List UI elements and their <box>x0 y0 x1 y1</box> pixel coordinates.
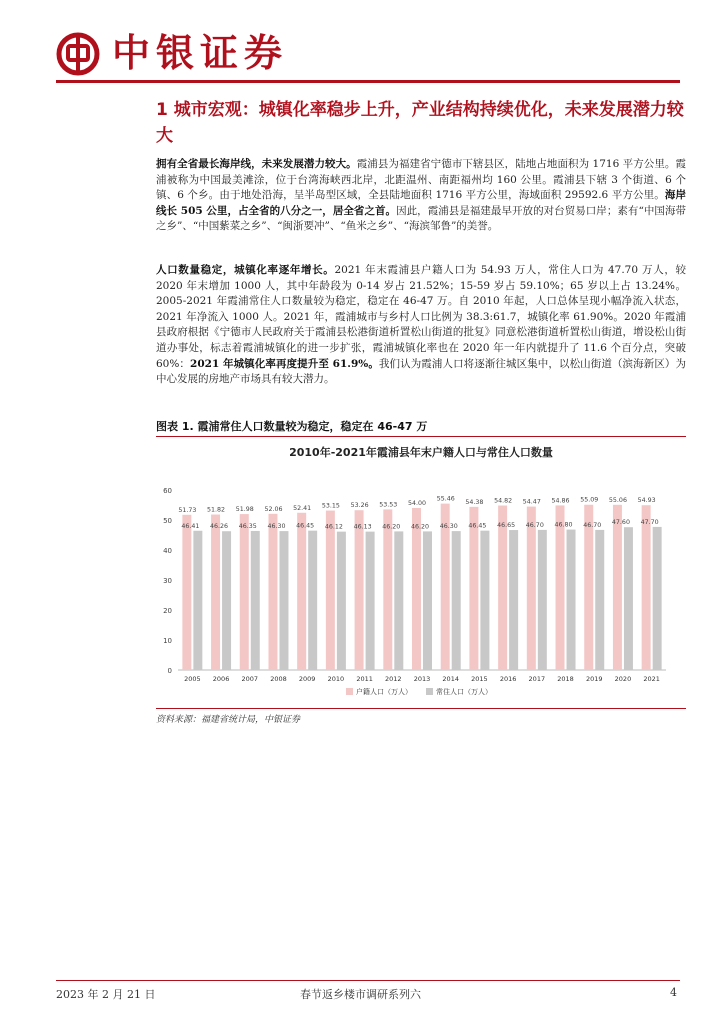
data-label-household: 54.38 <box>465 498 484 506</box>
data-label-household: 52.41 <box>293 504 312 512</box>
bold-text-segment: 拥有全省最长海岸线，未来发展潜力较大。 <box>156 158 357 170</box>
data-label-household: 51.82 <box>207 506 226 514</box>
data-label-resident: 46.41 <box>181 522 200 530</box>
text-segment: 2021 年末霞浦县户籍人口为 54.93 万人，常住人口为 47.70 万人，较 2020 年末增加 1000 人，其中年龄段为 0-14 岁占 21.52%；15-59 岁占 59.10%；65 岁以上占 13.24%。2005-2021 年霞浦常住人口数量较为稳定，稳定在 46-47 万。自 2010 年起，人口总体呈现小幅净流入状态，2021 年净流入 1000 人。2021 年，霞浦城市与乡村人口比例为 38.3:61.7，城镇化率 61.90%。2020 年霞浦县政府根据《宁德市人民政府关于霞浦县松港街道析置松山街道的批复》同意松港街道析置松山街道，增设松山街道办事处，标志着霞浦城镇化的进一步扩张，霞浦城镇化率也在 2020 年一年内就提升了 11.6 个百分点，突破 60%： <box>156 264 687 370</box>
x-tick-label: 2016 <box>499 675 517 683</box>
data-label-household: 53.26 <box>350 502 369 510</box>
x-tick-label: 2009 <box>298 675 316 683</box>
x-tick-label: 2017 <box>528 675 546 683</box>
x-tick-label: 2005 <box>184 675 201 683</box>
footer-divider <box>56 980 680 981</box>
bar-household <box>355 510 364 670</box>
data-label-household: 54.93 <box>637 497 656 505</box>
y-tick-label: 60 <box>163 487 172 495</box>
x-tick-label: 2013 <box>413 675 431 683</box>
x-tick-label: 2018 <box>557 675 574 683</box>
bar-resident <box>423 531 432 670</box>
bold-text-segment: 2021 年城镇化率再度提升至 61.9%。 <box>190 357 379 370</box>
figure-divider <box>156 436 686 437</box>
data-label-resident: 46.13 <box>353 523 372 531</box>
data-label-resident: 46.45 <box>296 522 315 530</box>
bar-household <box>412 508 421 670</box>
bar-resident <box>567 530 576 670</box>
figure-source: 资料来源：福建省统计局，中银证券 <box>156 715 301 725</box>
y-tick-label: 30 <box>163 577 172 585</box>
data-label-resident: 46.26 <box>210 523 229 531</box>
x-tick-label: 2011 <box>356 675 373 683</box>
bar-household <box>642 505 651 670</box>
legend-label-household: 户籍人口（万人） <box>356 688 412 696</box>
bar-resident <box>193 531 202 670</box>
data-label-resident: 46.20 <box>382 523 401 531</box>
y-tick-label: 0 <box>167 667 172 675</box>
data-label-resident: 46.80 <box>554 521 573 529</box>
data-label-resident: 46.30 <box>439 523 458 531</box>
bar-household <box>527 507 536 670</box>
bar-household <box>326 511 335 670</box>
data-label-household: 55.46 <box>436 495 455 503</box>
data-label-household: 53.15 <box>321 502 340 510</box>
y-tick-label: 20 <box>163 607 172 615</box>
footer-date: 2023 年 2 月 21 日 <box>56 988 156 1001</box>
text-segment: 因此，霞浦县是福建最早开放的对台贸易口岸；素有“中国海带之乡”、“中国紫菜之乡”、“闽浙要冲”、“鱼米之乡”、“海滨邹鲁”的美誉。 <box>156 204 686 233</box>
data-label-household: 54.82 <box>494 497 513 505</box>
legend-swatch-resident <box>426 688 433 695</box>
bar-resident <box>509 530 518 670</box>
data-label-resident: 46.12 <box>324 523 343 531</box>
population-bar-chart <box>156 438 686 710</box>
bank-of-china-logo-icon <box>56 32 100 76</box>
data-label-resident: 47.70 <box>640 518 659 526</box>
bold-text-segment: 海岸线长 505 公里，占全省的八分之一，居全省之首。 <box>156 189 687 217</box>
bar-household <box>240 514 249 670</box>
x-tick-label: 2008 <box>270 675 287 683</box>
bar-resident <box>394 531 403 670</box>
data-label-household: 51.73 <box>178 506 197 514</box>
bar-household <box>268 514 277 670</box>
bar-resident <box>624 527 633 670</box>
bar-household <box>383 509 392 670</box>
bar-resident <box>308 531 317 670</box>
x-tick-label: 2010 <box>327 675 345 683</box>
bar-resident <box>538 530 547 670</box>
figure-caption: 图表 1. 霞浦常住人口数量较为稳定，稳定在 46-47 万 <box>156 420 428 433</box>
data-label-resident: 46.70 <box>583 521 602 529</box>
text-segment: 我们认为霞浦人口将逐渐往城区集中，以松山街道（滨海新区）为中心发展的房地产市场具有较大潜力。 <box>156 357 687 386</box>
bar-household <box>613 505 622 670</box>
bar-household <box>182 515 191 670</box>
bar-resident <box>366 532 375 670</box>
report-header <box>56 28 680 78</box>
data-label-resident: 46.65 <box>497 522 516 530</box>
data-label-resident: 46.70 <box>525 521 544 529</box>
text-segment: 霞浦县为福建省宁德市下辖县区，陆地占地面积为 1716 平方公里。霞浦被称为中国最美滩涂，位于台湾海峡西北岸，北距温州、南距福州均 160 公里。霞浦县下辖 3 个街道、6 个镇、6 个乡。由于地处沿海，呈半岛型区域，全县陆地面积 1716 平方公里，海域面积 29592.6 平方公里。 <box>156 158 686 202</box>
y-tick-label: 40 <box>163 547 172 555</box>
data-label-household: 55.06 <box>608 496 627 504</box>
data-label-resident: 46.30 <box>267 523 286 531</box>
bar-resident <box>653 527 662 670</box>
bold-text-segment: 人口数量稳定，城镇化率逐年增长。 <box>156 264 335 276</box>
bar-household <box>584 505 593 670</box>
header-divider <box>56 80 680 83</box>
bar-resident <box>452 531 461 670</box>
data-label-household: 53.53 <box>379 501 398 509</box>
data-label-household: 52.06 <box>264 505 283 513</box>
x-tick-label: 2014 <box>442 675 459 683</box>
x-tick-label: 2007 <box>241 675 259 683</box>
y-tick-label: 10 <box>163 637 172 645</box>
paragraph-population <box>156 263 686 388</box>
bar-household <box>211 515 220 670</box>
x-tick-label: 2006 <box>212 675 230 683</box>
data-label-resident: 46.20 <box>410 523 430 531</box>
x-tick-label: 2019 <box>585 675 603 683</box>
x-tick-label: 2015 <box>471 675 488 683</box>
bar-resident <box>251 531 260 670</box>
legend-label-resident: 常住人口（万人） <box>436 688 492 696</box>
bar-household <box>297 513 306 670</box>
data-label-resident: 46.35 <box>238 522 257 530</box>
bar-household <box>469 507 478 670</box>
bar-household <box>498 506 507 670</box>
data-label-household: 55.09 <box>580 496 599 504</box>
chart-title: 2010年-2021年霞浦县年末户籍人口与常住人口数量 <box>289 446 553 459</box>
brand-name: 中银证券 <box>112 30 289 75</box>
bar-resident <box>279 531 288 670</box>
y-tick-label: 50 <box>163 517 172 525</box>
bar-resident <box>222 531 231 670</box>
x-tick-label: 2020 <box>614 675 632 683</box>
data-label-household: 54.47 <box>522 498 541 506</box>
footer-series-title: 春节返乡楼市调研系列六 <box>300 988 421 1001</box>
legend-swatch-household <box>346 688 353 695</box>
bar-resident <box>337 532 346 670</box>
data-label-resident: 47.60 <box>611 519 630 527</box>
paragraph-coastline <box>156 157 686 235</box>
source-divider <box>156 708 686 709</box>
bar-household <box>556 505 565 670</box>
section-heading: 1 城市宏观：城镇化率稳步上升，产业结构持续优化，未来发展潜力较大 <box>156 100 684 146</box>
bar-resident <box>480 531 489 670</box>
x-tick-label: 2012 <box>385 675 402 683</box>
data-label-household: 54.00 <box>407 500 427 507</box>
page-number: 4 <box>670 986 677 999</box>
data-label-household: 51.98 <box>235 506 254 514</box>
bar-resident <box>595 530 604 670</box>
data-label-resident: 46.45 <box>468 522 487 530</box>
x-tick-label: 2021 <box>643 675 660 683</box>
data-label-household: 54.86 <box>551 497 570 505</box>
